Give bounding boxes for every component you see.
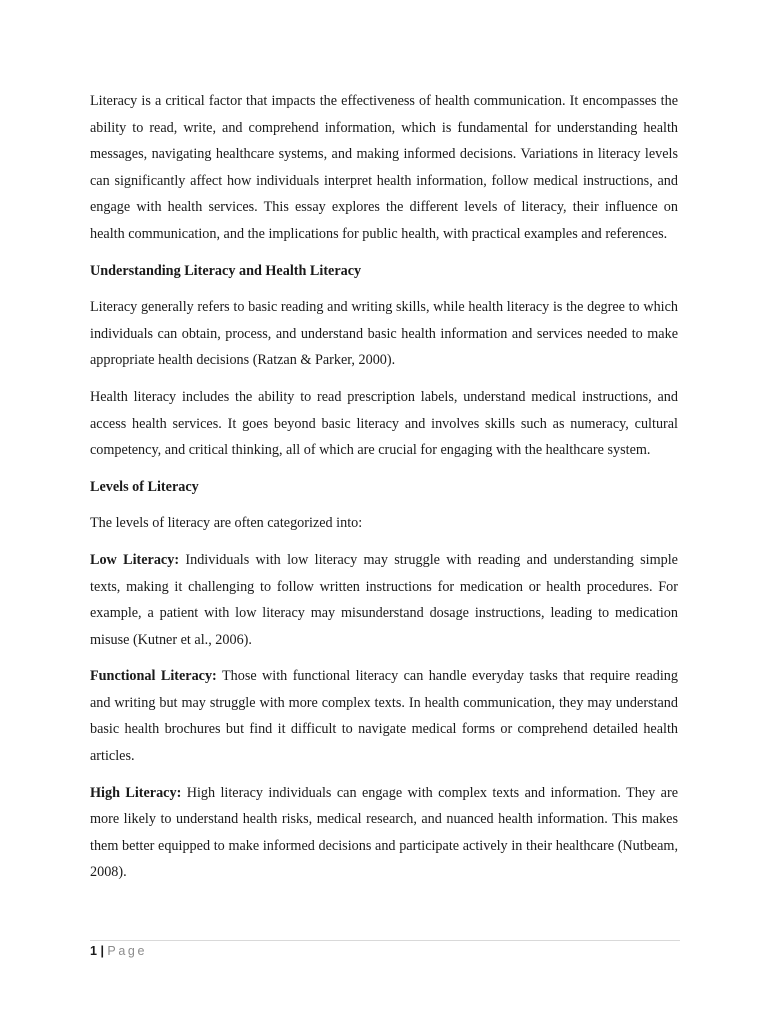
page-number: 1: [90, 944, 97, 958]
high-literacy-paragraph: [90, 780, 678, 886]
high-literacy-text: High literacy individuals can engage with complex texts and information. They are more likely to understand health risks, medical research, and nuanced health information. This makes them better equipped to make informed decisions and participate actively in their healthcare (Nutbeam, 2008).: [90, 784, 678, 881]
levels-lead-paragraph: The levels of literacy are often categorized into:: [90, 515, 363, 532]
section-heading-levels-of-literacy: Levels of Literacy: [90, 478, 199, 495]
document-body: [90, 88, 678, 896]
intro-paragraph: Literacy is a critical factor that impacts the effectiveness of health communication. It encompasses the ability to read, write, and comprehend information, which is fundamental for understanding health messages, navigating healthcare systems, and making informed decisions. Variations in literacy levels can significantly affect how individuals interpret health information, follow medical instructions, and engage with health services. This essay explores the different levels of literacy, their influence on health communication, and the implications for public health, with practical examples and references.: [90, 93, 678, 242]
functional-literacy-text: Those with functional literacy can handle everyday tasks that require reading and writing but may struggle with more complex texts. In health communication, they may understand basic health brochures but find it difficult to navigate medical forms or comprehend detailed health articles.: [90, 668, 678, 765]
functional-literacy-term: Functional Literacy:: [90, 668, 217, 685]
section-heading-understanding-literacy: Understanding Literacy and Health Literacy: [90, 262, 362, 279]
functional-literacy-paragraph: [90, 663, 678, 769]
low-literacy-paragraph: [90, 547, 678, 653]
footer-divider: [90, 940, 680, 941]
high-literacy-term: High Literacy:: [90, 784, 182, 801]
page-footer: [90, 942, 147, 960]
low-literacy-text: Individuals with low literacy may struggle with reading and understanding simple texts, making it challenging to follow written instructions for medication or health procedures. For example, a patient with low literacy may misunderstand dosage instructions, leading to medication misuse (Kutner et al., 2006).: [90, 551, 678, 648]
health-literacy-paragraph: Health literacy includes the ability to read prescription labels, understand medical instructions, and access health services. It goes beyond basic literacy and involves skills such as numeracy, cultural competency, and critical thinking, all of which are crucial for engaging with the healthcare system.: [90, 388, 678, 459]
low-literacy-term: Low Literacy:: [90, 551, 180, 568]
page-label: Page: [107, 944, 148, 958]
literacy-definition-paragraph: Literacy generally refers to basic reading and writing skills, while health literacy is the degree to which individuals can obtain, process, and understand basic health information and services needed to make appropriate health decisions (Ratzan & Parker, 2000).: [90, 299, 678, 369]
page-separator: |: [100, 944, 104, 958]
